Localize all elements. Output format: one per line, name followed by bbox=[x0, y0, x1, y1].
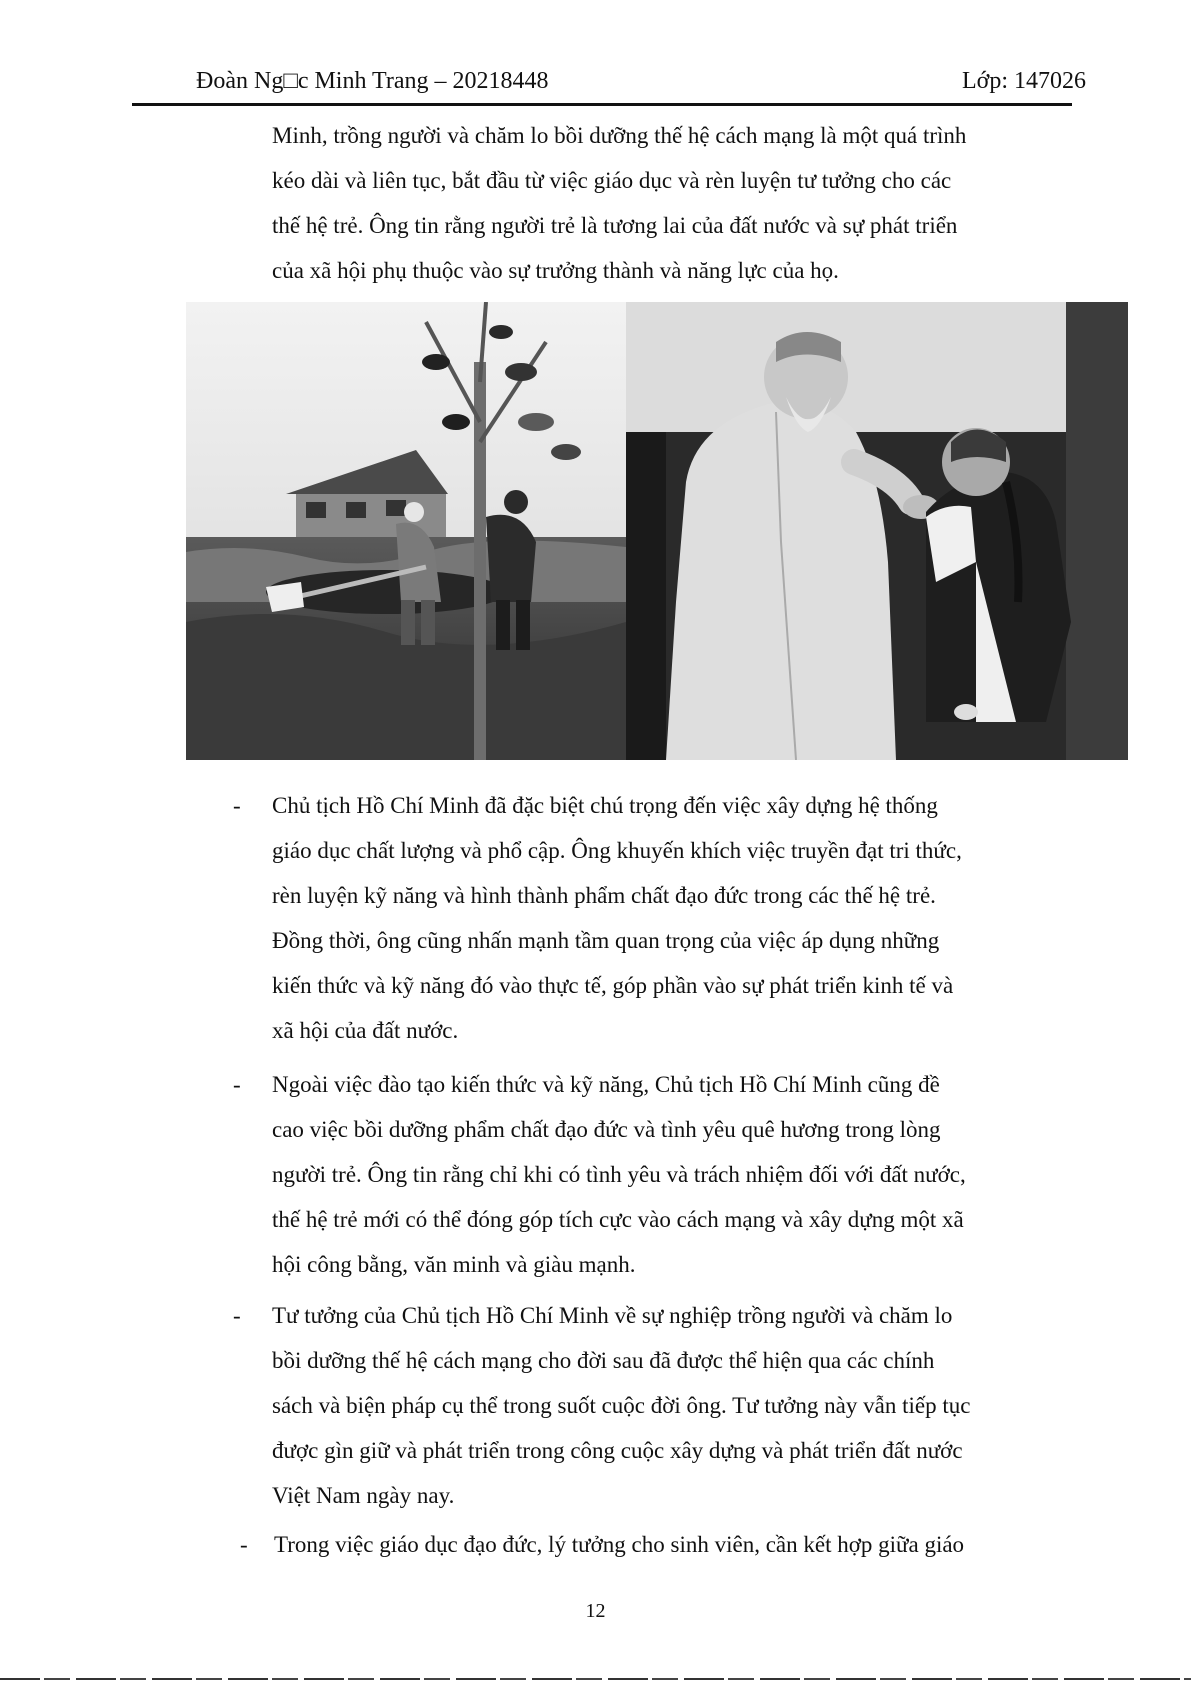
text-line: Đồng thời, ông cũng nhấn mạnh tầm quan trọng của việc áp dụng những bbox=[272, 928, 940, 953]
bullet-item bbox=[233, 1293, 1078, 1518]
header-divider bbox=[132, 103, 1072, 106]
text-line: hội công bằng, văn minh và giàu mạnh. bbox=[272, 1252, 636, 1277]
text-line: kiến thức và kỹ năng đó vào thực tế, góp phần vào sự phát triển kinh tế và bbox=[272, 973, 954, 998]
photo-with-child bbox=[626, 302, 1128, 760]
bullet-text bbox=[272, 1293, 1078, 1518]
bullet-text bbox=[272, 1062, 1078, 1287]
text-line: Chủ tịch Hồ Chí Minh đã đặc biệt chú trọng đến việc xây dựng hệ thống bbox=[272, 793, 938, 818]
text-line: người trẻ. Ông tin rằng chỉ khi có tình yêu và trách nhiệm đối với đất nước, bbox=[272, 1162, 966, 1187]
photo-tree-planting bbox=[186, 302, 626, 760]
bullet-marker: - bbox=[233, 1303, 241, 1328]
text-line: bồi dưỡng thế hệ cách mạng cho đời sau đã được thể hiện qua các chính bbox=[272, 1348, 935, 1373]
bullet-item bbox=[233, 783, 1078, 1053]
bullet-item bbox=[233, 1062, 1078, 1287]
header-class: Lớp: 147026 bbox=[961, 68, 1086, 94]
text-line: được gìn giữ và phát triển trong công cuộc xây dựng và phát triển đất nước bbox=[272, 1438, 963, 1463]
text-line: thế hệ trẻ. Ông tin rằng người trẻ là tương lai của đất nước và sự phát triển bbox=[272, 213, 958, 238]
bullet-text bbox=[274, 1522, 1085, 1567]
text-line: rèn luyện kỹ năng và hình thành phẩm chất đạo đức trong các thế hệ trẻ. bbox=[272, 883, 936, 908]
text-line: của xã hội phụ thuộc vào sự trưởng thành và năng lực của họ. bbox=[272, 258, 839, 283]
text-line: Trong việc giáo dục đạo đức, lý tưởng cho sinh viên, cần kết hợp giữa giáo bbox=[274, 1532, 965, 1557]
text-line: sách và biện pháp cụ thể trong suốt cuộc đời ông. Tư tưởng này vẫn tiếp tục bbox=[272, 1393, 971, 1418]
header-author: Đoàn Ng□c Minh Trang – 20218448 bbox=[196, 68, 549, 94]
footer-divider bbox=[0, 1678, 1191, 1680]
page-number: 12 bbox=[585, 1600, 606, 1622]
text-line: xã hội của đất nước. bbox=[272, 1018, 459, 1043]
text-line: thế hệ trẻ mới có thể đóng góp tích cực vào cách mạng và xây dựng một xã bbox=[272, 1207, 964, 1232]
text-line: Ngoài việc đào tạo kiến thức và kỹ năng, Chủ tịch Hồ Chí Minh cũng đề bbox=[272, 1072, 940, 1097]
bullet-marker: - bbox=[233, 1072, 241, 1097]
text-line: giáo dục chất lượng và phổ cập. Ông khuyến khích việc truyền đạt tri thức, bbox=[272, 838, 962, 863]
text-line: Việt Nam ngày nay. bbox=[272, 1483, 455, 1508]
text-line: kéo dài và liên tục, bắt đầu từ việc giáo dục và rèn luyện tư tưởng cho các bbox=[272, 168, 952, 193]
intro-paragraph bbox=[272, 113, 1072, 293]
bullet-text bbox=[272, 783, 1078, 1053]
bullet-marker: - bbox=[233, 793, 241, 818]
bullet-marker: - bbox=[240, 1532, 248, 1557]
text-line: Tư tưởng của Chủ tịch Hồ Chí Minh về sự nghiệp trồng người và chăm lo bbox=[272, 1303, 953, 1328]
text-line: cao việc bồi dưỡng phẩm chất đạo đức và tình yêu quê hương trong lòng bbox=[272, 1117, 941, 1142]
bullet-item bbox=[240, 1522, 1085, 1567]
text-line: Minh, trồng người và chăm lo bồi dưỡng thế hệ cách mạng là một quá trình bbox=[272, 123, 967, 148]
